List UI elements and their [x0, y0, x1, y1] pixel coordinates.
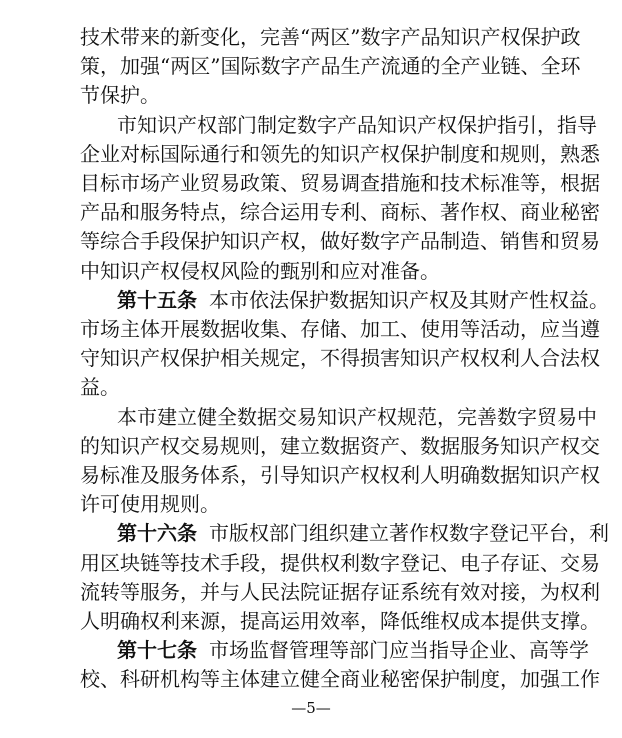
text-line: 等综合手段保护知识产权，做好数字产品制造、销售和贸易 [80, 229, 600, 254]
text-line: 企业对标国际通行和领先的知识产权保护制度和规则，熟悉 [80, 141, 600, 166]
text-line: 节保护。 [80, 83, 160, 108]
text-segment: 本市依法保护数据知识产权及其财产性权益。 [209, 287, 609, 312]
text-line: 益。 [80, 375, 120, 400]
article-15-heading: 第十五条 [117, 287, 197, 312]
text-line: 策，加强“两区”国际数字产品生产流通的全产业链、全环 [80, 54, 581, 79]
text-line: 的知识产权交易规则，建立数据资产、数据服务知识产权交 [80, 433, 600, 458]
text-line: 用区块链等技术手段，提供权利数字登记、电子存证、交易 [80, 550, 600, 575]
text-line: 本市建立健全数据交易知识产权规范，完善数字贸易中 [117, 404, 597, 429]
text-line: 中知识产权侵权风险的甄别和应对准备。 [80, 258, 440, 283]
text-line: 产品和服务特点，综合运用专利、商标、著作权、商业秘密 [80, 200, 600, 225]
text-segment: 市场监督管理等部门应当指导企业、高等学 [209, 638, 589, 663]
text-line: 技术带来的新变化，完善“两区”数字产品知识产权保护政 [80, 25, 581, 49]
text-segment: 市版权部门组织建立著作权数字登记平台，利 [209, 521, 609, 546]
article-17-heading: 第十七条 [117, 638, 197, 663]
text-line: 校、科研机构等主体建立健全商业秘密保护制度，加强工作 [80, 667, 600, 692]
text-line: 流转等服务，并与人民法院证据存证系统有效对接，为权利 [80, 579, 600, 604]
text-line: 易标准及服务体系，引导知识产权权利人明确数据知识产权 [80, 463, 600, 487]
page-number: —5— [291, 699, 331, 717]
text-line: 守知识产权保护相关规定，不得损害知识产权权利人合法权 [80, 346, 600, 371]
text-line: 市知识产权部门制定数字产品知识产权保护指引，指导 [117, 112, 597, 137]
text-line: 人明确权利来源，提高运用效率，降低维权成本提供支撑。 [80, 609, 600, 633]
article-16-heading: 第十六条 [117, 521, 197, 546]
text-line: 市场主体开展数据收集、存储、加工、使用等活动，应当遵 [80, 317, 600, 341]
text-line: 目标市场产业贸易政策、贸易调查措施和技术标准等，根据 [80, 171, 600, 195]
text-line: 许可使用规则。 [80, 492, 220, 517]
